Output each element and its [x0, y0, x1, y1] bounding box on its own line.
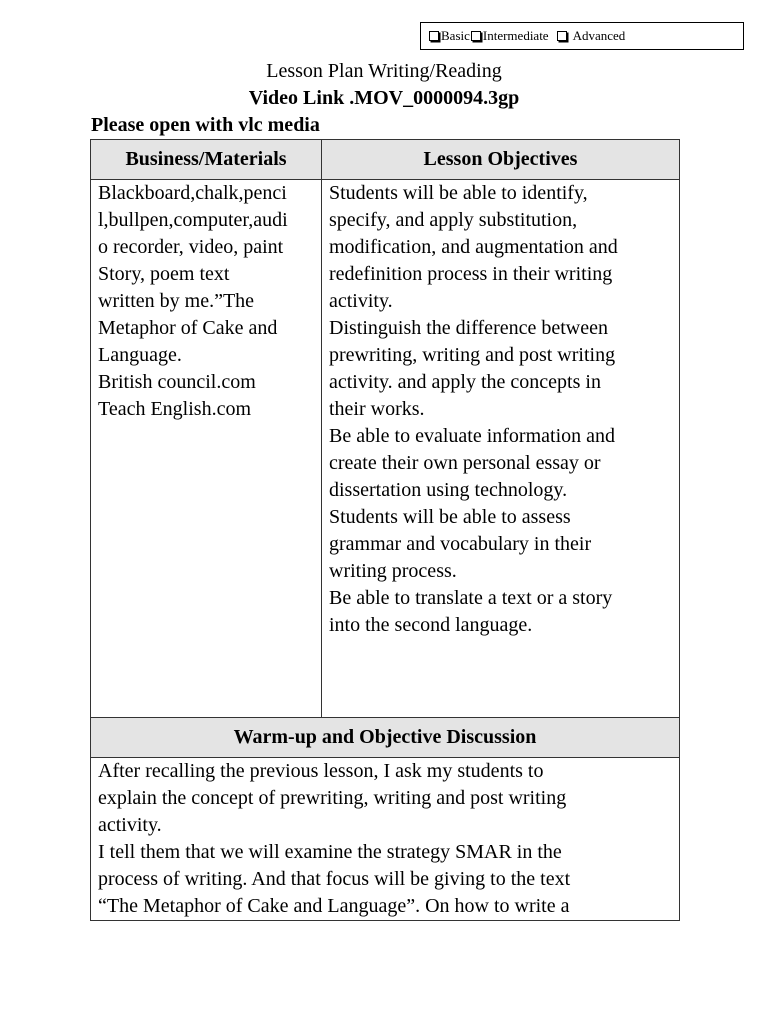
materials-line: Language. — [98, 344, 182, 366]
materials-header: Business/Materials — [91, 140, 322, 180]
materials-cell — [91, 180, 322, 718]
checkbox-icon[interactable] — [557, 31, 567, 41]
video-link: Video Link .MOV_0000094.3gp — [248, 87, 520, 109]
warmup-line: After recalling the previous lesson, I ask my students to — [98, 760, 544, 782]
objectives-line: into the second language. — [329, 614, 533, 636]
warmup-header-row — [91, 718, 680, 758]
objectives-line: Distinguish the difference between — [329, 317, 608, 339]
objectives-line: prewriting, writing and post writing — [329, 344, 616, 366]
level-option-advanced[interactable] — [557, 28, 626, 44]
objectives-line: grammar and vocabulary in their — [329, 533, 592, 555]
warmup-line: process of writing. And that focus will be giving to the text — [98, 868, 571, 890]
objectives-line: activity. and apply the concepts in — [329, 371, 601, 393]
level-selector — [420, 22, 744, 50]
objectives-header: Lesson Objectives — [322, 140, 680, 180]
warmup-cell — [91, 758, 680, 921]
objectives-line: modification, and augmentation and — [329, 236, 618, 258]
level-label-intermediate: Intermediate — [482, 28, 549, 43]
objectives-line: Students will be able to identify, — [329, 182, 588, 204]
materials-line: Blackboard,chalk,penci — [98, 182, 287, 204]
table-body-row — [91, 180, 680, 718]
warmup-line: “The Metaphor of Cake and Language”. On how to write a — [98, 895, 570, 917]
materials-line: Teach English.com — [98, 398, 251, 420]
objectives-line: Be able to translate a text or a story — [329, 587, 613, 609]
level-option-basic[interactable] — [429, 28, 470, 44]
warmup-line: I tell them that we will examine the strategy SMAR in the — [98, 841, 562, 863]
materials-line: Metaphor of Cake and — [98, 317, 278, 339]
objectives-line: create their own personal essay or — [329, 452, 601, 474]
materials-line: o recorder, video, paint — [98, 236, 284, 258]
warmup-line: activity. — [98, 814, 162, 836]
warmup-line: explain the concept of prewriting, writing and post writing — [98, 787, 567, 809]
objectives-line: their works. — [329, 398, 425, 420]
objectives-line: Be able to evaluate information and — [329, 425, 616, 447]
objectives-line: activity. — [329, 290, 393, 312]
objectives-line: Students will be able to assess — [329, 506, 571, 528]
warmup-body-row — [91, 758, 680, 921]
lesson-plan-table — [90, 139, 680, 921]
checkbox-icon[interactable] — [429, 31, 439, 41]
objectives-line: writing process. — [329, 560, 457, 582]
objectives-cell — [322, 180, 680, 718]
materials-line: British council.com — [98, 371, 256, 393]
page-title: Lesson Plan Writing/Reading — [266, 60, 502, 82]
level-label-basic: Basic — [441, 28, 470, 43]
level-option-intermediate[interactable] — [470, 28, 549, 44]
materials-line: l,bullpen,computer,audi — [98, 209, 288, 231]
materials-line: written by me.”The — [98, 290, 255, 312]
warmup-header: Warm-up and Objective Discussion — [91, 718, 680, 758]
checkbox-icon[interactable] — [471, 31, 481, 41]
table-header-row — [91, 140, 680, 180]
materials-line: Story, poem text — [98, 263, 230, 285]
level-label-advanced: Advanced — [572, 28, 626, 43]
objectives-line: redefinition process in their writing — [329, 263, 613, 285]
objectives-line: specify, and apply substitution, — [329, 209, 578, 231]
objectives-line: dissertation using technology. — [329, 479, 568, 501]
open-note: Please open with vlc media — [91, 114, 320, 136]
